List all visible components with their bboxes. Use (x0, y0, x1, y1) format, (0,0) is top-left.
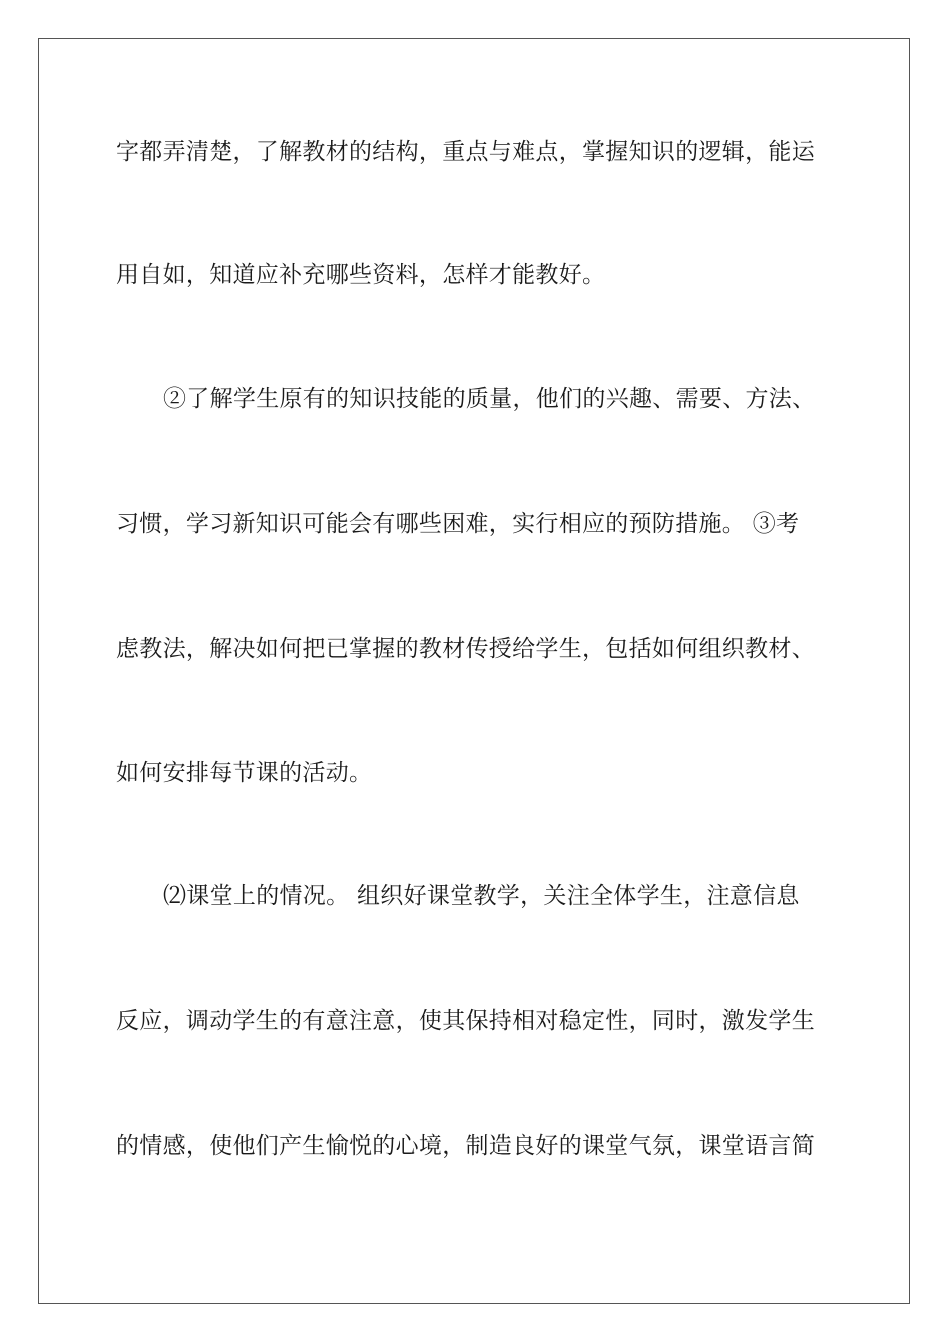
text-line-5: 虑教法，解决如何把已掌握的教材传授给学生，包括如何组织教材、 (116, 636, 815, 662)
page-border (38, 38, 910, 1304)
text-line-2: 用自如，知道应补充哪些资料，怎样才能教好。 (116, 262, 606, 288)
text-line-7: ⑵课堂上的情况。 组织好课堂教学，关注全体学生，注意信息 (163, 883, 800, 909)
text-line-4: 习惯，学习新知识可能会有哪些困难，实行相应的预防措施。 ③考 (116, 511, 800, 537)
text-line-8: 反应，调动学生的有意注意，使其保持相对稳定性，同时，激发学生 (116, 1008, 815, 1034)
text-line-6: 如何安排每节课的活动。 (116, 760, 373, 786)
text-line-9: 的情感，使他们产生愉悦的心境，制造良好的课堂气氛，课堂语言简 (116, 1133, 815, 1159)
text-line-3: ②了解学生原有的知识技能的质量，他们的兴趣、需要、方法、 (163, 386, 816, 412)
text-line-1: 字都弄清楚，了解教材的结构，重点与难点，掌握知识的逻辑，能运 (116, 139, 815, 165)
